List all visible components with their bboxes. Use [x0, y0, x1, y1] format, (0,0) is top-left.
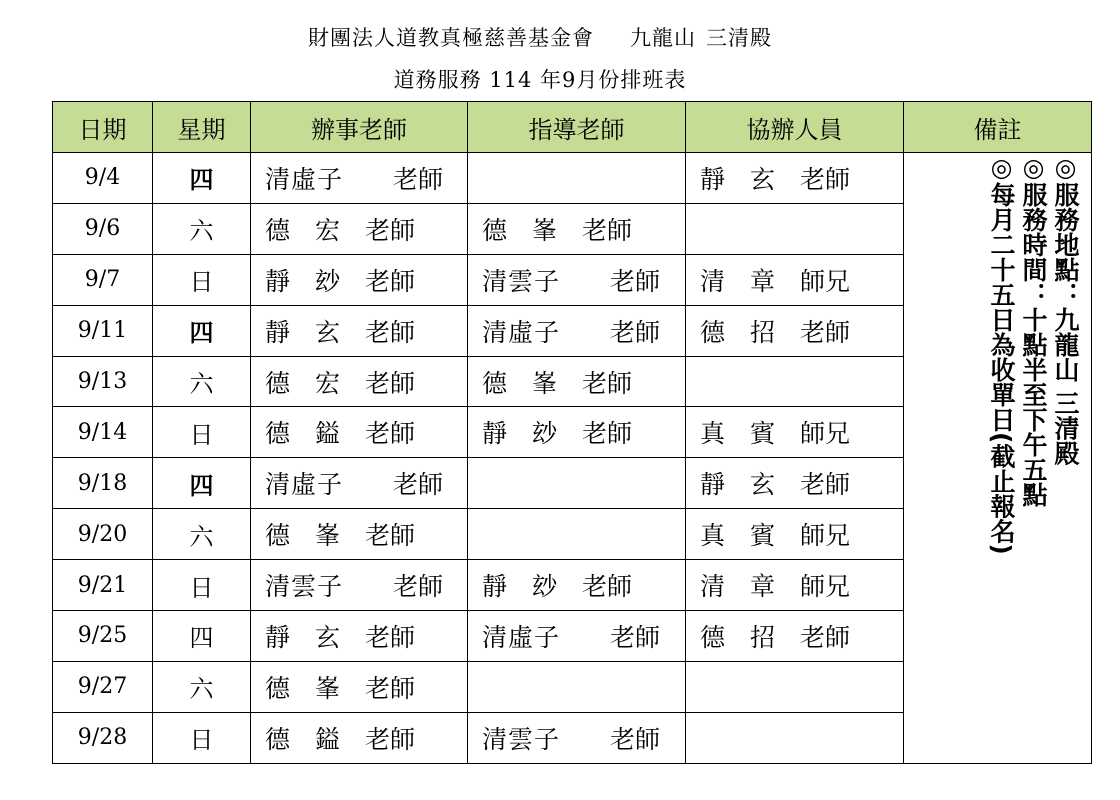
title-text: 老師: [800, 164, 851, 194]
date-cell: 9/27: [53, 661, 153, 712]
host-cell: [251, 458, 468, 509]
weekday-cell: 日: [153, 407, 251, 458]
title-text: 老師: [365, 622, 416, 652]
col-remark: 備註: [904, 102, 1092, 153]
assist-cell: [686, 153, 904, 204]
weekday-cell: 四: [153, 458, 251, 509]
name-text: 清虛子: [265, 470, 344, 500]
title-text: 老師: [365, 368, 416, 398]
host-cell: [251, 661, 468, 712]
title-text: 老師: [393, 572, 444, 602]
host-cell: [251, 356, 468, 407]
name-char-1: 德: [265, 368, 291, 398]
name-text: 清雲子: [265, 572, 344, 602]
name-char-2: 玄: [750, 164, 776, 194]
title-text: 老師: [365, 724, 416, 754]
weekday-cell: 四: [153, 153, 251, 204]
host-cell: [251, 153, 468, 204]
name-char-1: 德: [265, 724, 291, 754]
guide-cell: [468, 407, 686, 458]
title-text: 師兄: [800, 572, 851, 602]
name-char-2: 章: [750, 266, 776, 296]
guide-cell: [468, 712, 686, 763]
name-char-1: 德: [482, 368, 508, 398]
guide-cell: [468, 254, 686, 305]
title-text: 老師: [582, 419, 633, 449]
guide-cell: [468, 509, 686, 560]
schedule-table: [52, 101, 1092, 764]
title-text: 師兄: [800, 266, 851, 296]
guide-cell: [468, 203, 686, 254]
name-char-2: 宏: [315, 368, 341, 398]
title-text: 老師: [582, 572, 633, 602]
date-cell: 9/4: [53, 153, 153, 204]
name-char-2: 峯: [532, 368, 558, 398]
assist-cell: [686, 458, 904, 509]
title-text: 老師: [365, 266, 416, 296]
name-char-2: 招: [750, 622, 776, 652]
host-cell: [251, 254, 468, 305]
title-text: 老師: [610, 724, 661, 754]
name-char-2: 宏: [315, 215, 341, 245]
title-text: 老師: [365, 215, 416, 245]
name-char-1: 靜: [482, 419, 508, 449]
weekday-cell: 日: [153, 712, 251, 763]
title-text: 老師: [582, 215, 633, 245]
weekday-cell: 日: [153, 560, 251, 611]
name-char-2: 玄: [750, 470, 776, 500]
col-date: 日期: [53, 102, 153, 153]
name-char-2: 賓: [750, 419, 776, 449]
date-cell: 9/7: [53, 254, 153, 305]
name-char-2: 玅: [532, 572, 558, 602]
guide-cell: [468, 153, 686, 204]
name-text: 清虛子: [482, 622, 561, 652]
guide-cell: [468, 305, 686, 356]
guide-cell: [468, 661, 686, 712]
title-text: 老師: [800, 622, 851, 652]
date-cell: 9/11: [53, 305, 153, 356]
guide-cell: [468, 356, 686, 407]
remark-notes: [985, 153, 1081, 555]
guide-cell: [468, 611, 686, 662]
date-cell: 9/28: [53, 712, 153, 763]
host-cell: [251, 407, 468, 458]
name-text: 清雲子: [482, 724, 561, 754]
name-char-1: 德: [265, 215, 291, 245]
remark-line-1: ◎服務地點：九龍山 三清殿: [1051, 153, 1080, 466]
table-row: [53, 153, 1092, 204]
title-text: 老師: [393, 164, 444, 194]
name-text: 清雲子: [482, 266, 561, 296]
weekday-cell: 四: [153, 611, 251, 662]
weekday-cell: 六: [153, 203, 251, 254]
assist-cell: [686, 712, 904, 763]
name-char-1: 德: [700, 317, 726, 347]
date-cell: 9/20: [53, 509, 153, 560]
temple-name: 三清殿: [706, 26, 772, 50]
date-cell: 9/6: [53, 203, 153, 254]
name-text: 清虛子: [482, 317, 561, 347]
title-text: 老師: [393, 470, 444, 500]
name-char-1: 真: [700, 419, 726, 449]
date-cell: 9/18: [53, 458, 153, 509]
name-char-2: 賓: [750, 521, 776, 551]
weekday-cell: 日: [153, 254, 251, 305]
assist-cell: [686, 661, 904, 712]
col-host: 辦事老師: [251, 102, 468, 153]
name-char-1: 靜: [482, 572, 508, 602]
document-subtitle: 道務服務 114 年9月份排班表: [393, 68, 687, 92]
title-text: 老師: [365, 317, 416, 347]
assist-cell: [686, 203, 904, 254]
name-char-1: 靜: [700, 164, 726, 194]
title-text: 老師: [610, 266, 661, 296]
date-cell: 9/25: [53, 611, 153, 662]
name-char-1: 靜: [265, 622, 291, 652]
title-text: 師兄: [800, 521, 851, 551]
title-text: 老師: [800, 470, 851, 500]
title-text: 老師: [365, 419, 416, 449]
name-char-1: 靜: [700, 470, 726, 500]
host-cell: [251, 305, 468, 356]
assist-cell: [686, 254, 904, 305]
name-char-1: 德: [482, 215, 508, 245]
org-name: 財團法人道教真極慈善基金會: [308, 26, 594, 50]
weekday-cell: 六: [153, 509, 251, 560]
date-cell: 9/14: [53, 407, 153, 458]
guide-cell: [468, 560, 686, 611]
host-cell: [251, 611, 468, 662]
name-char-2: 招: [750, 317, 776, 347]
name-char-2: 章: [750, 572, 776, 602]
name-char-2: 玄: [315, 622, 341, 652]
guide-cell: [468, 458, 686, 509]
name-char-2: 峯: [315, 521, 341, 551]
name-char-2: 鎰: [315, 419, 341, 449]
name-char-2: 鎰: [315, 724, 341, 754]
remark-cell: [904, 153, 1092, 764]
name-char-1: 真: [700, 521, 726, 551]
title-text: 老師: [610, 317, 661, 347]
col-weekday: 星期: [153, 102, 251, 153]
name-char-2: 峯: [315, 673, 341, 703]
remark-line-3: ◎每月二十五日為收單日(截止報名): [987, 153, 1016, 555]
title-text: 老師: [582, 368, 633, 398]
place-name: 九龍山: [630, 26, 696, 50]
name-char-2: 玄: [315, 317, 341, 347]
col-guide: 指導老師: [468, 102, 686, 153]
weekday-cell: 六: [153, 661, 251, 712]
title-text: 師兄: [800, 419, 851, 449]
name-char-1: 靜: [265, 317, 291, 347]
remark-line-2: ◎服務時間：十點半至下午五點: [1019, 153, 1048, 507]
date-cell: 9/13: [53, 356, 153, 407]
host-cell: [251, 203, 468, 254]
document-title: [0, 22, 1080, 52]
assist-cell: [686, 560, 904, 611]
name-char-1: 清: [700, 266, 726, 296]
title-text: 老師: [365, 673, 416, 703]
name-char-1: 德: [265, 673, 291, 703]
name-char-2: 玅: [315, 266, 341, 296]
assist-cell: [686, 356, 904, 407]
weekday-cell: 四: [153, 305, 251, 356]
weekday-cell: 六: [153, 356, 251, 407]
host-cell: [251, 509, 468, 560]
title-text: 老師: [800, 317, 851, 347]
name-char-2: 峯: [532, 215, 558, 245]
name-char-1: 德: [700, 622, 726, 652]
assist-cell: [686, 509, 904, 560]
col-assist: 協辦人員: [686, 102, 904, 153]
assist-cell: [686, 305, 904, 356]
assist-cell: [686, 407, 904, 458]
name-char-1: 德: [265, 419, 291, 449]
name-char-2: 玅: [532, 419, 558, 449]
name-char-1: 清: [700, 572, 726, 602]
title-text: 老師: [365, 521, 416, 551]
host-cell: [251, 560, 468, 611]
assist-cell: [686, 611, 904, 662]
name-char-1: 靜: [265, 266, 291, 296]
name-text: 清虛子: [265, 164, 344, 194]
name-char-1: 德: [265, 521, 291, 551]
title-text: 老師: [610, 622, 661, 652]
date-cell: 9/21: [53, 560, 153, 611]
header-row: [53, 102, 1092, 153]
host-cell: [251, 712, 468, 763]
